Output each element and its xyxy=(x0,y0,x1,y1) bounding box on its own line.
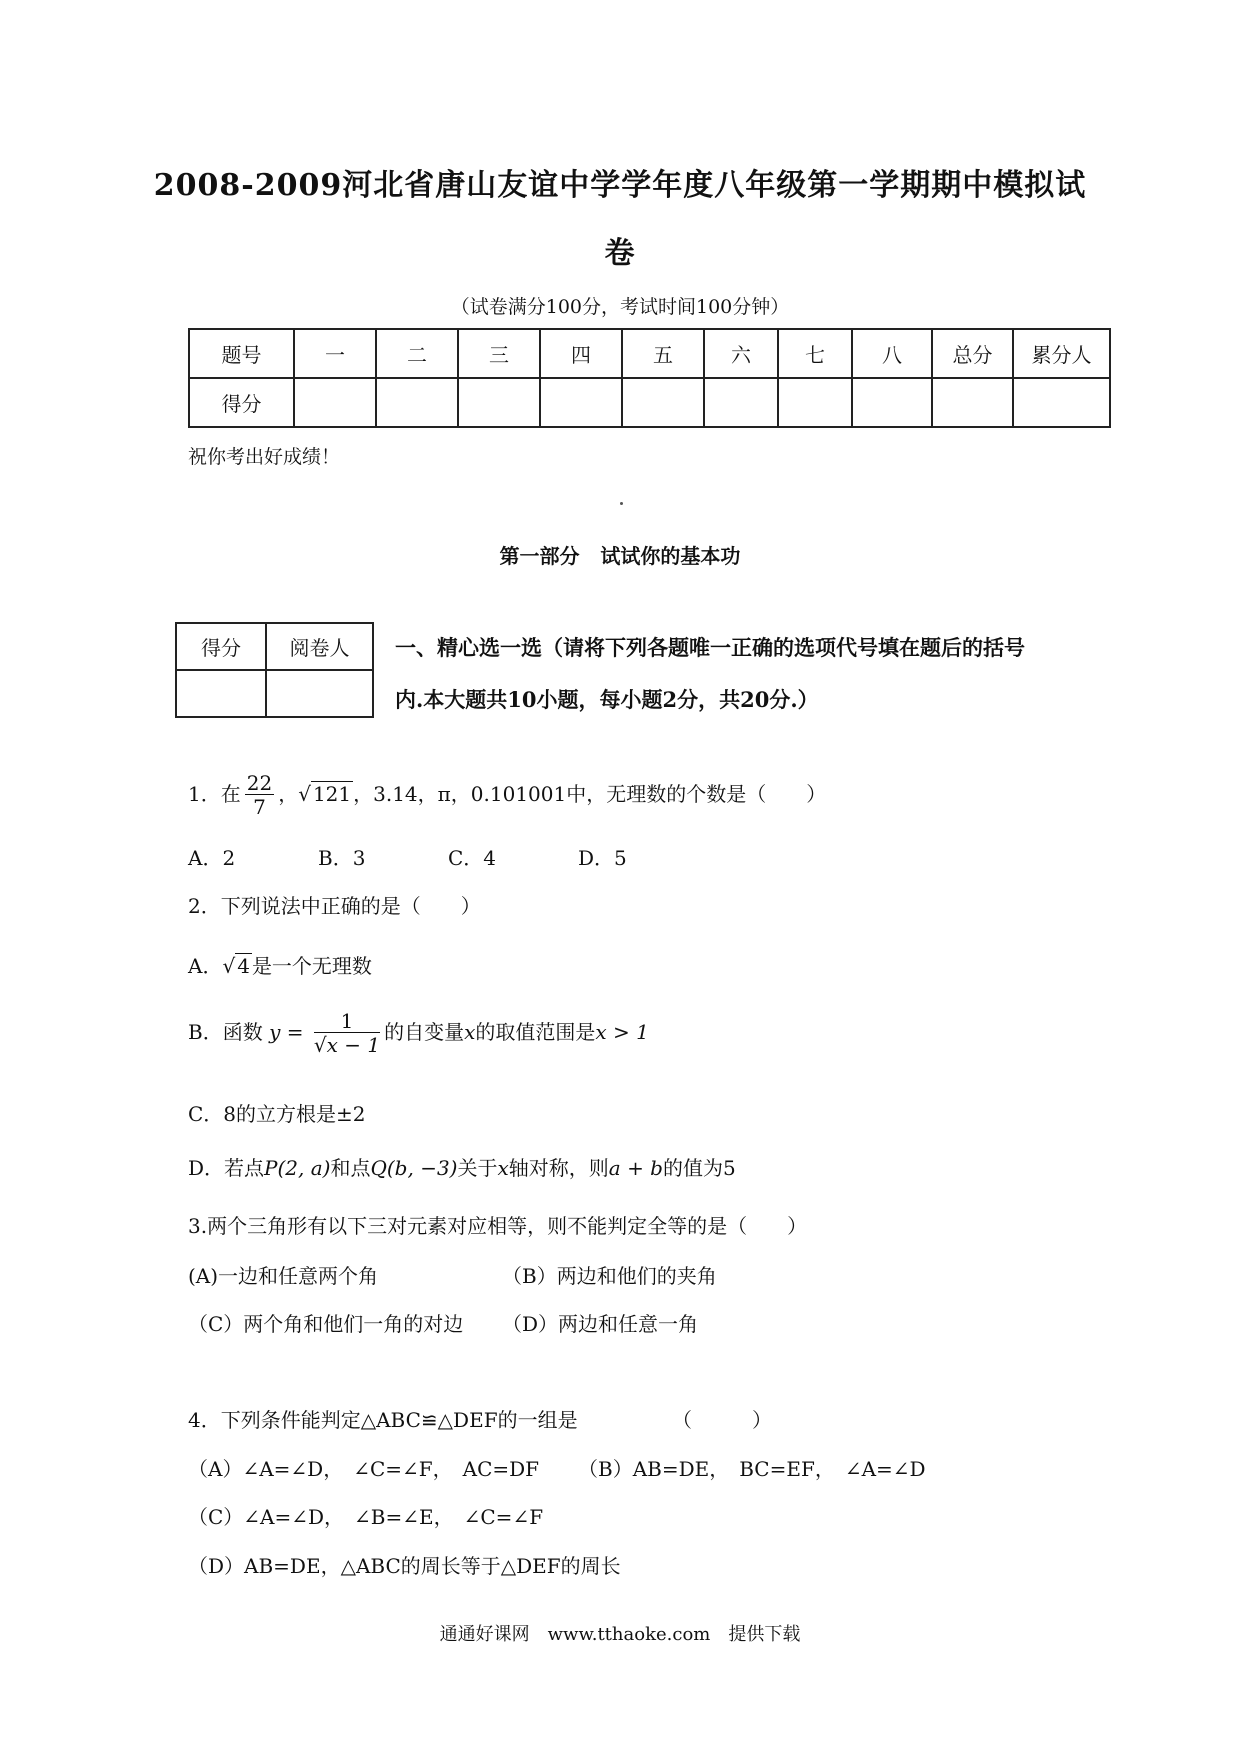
q4-answer-bracket: （ ） xyxy=(672,1408,772,1432)
q1-option-c: C．4 xyxy=(448,846,497,870)
score-cell xyxy=(1013,378,1110,427)
q2-d-x: x xyxy=(497,1156,509,1180)
q2-b-fraction-num: 1 xyxy=(314,1010,380,1033)
grader-reviewer-label: 阅卷人 xyxy=(266,623,373,670)
score-row-label: 得分 xyxy=(189,378,294,427)
q1-fraction xyxy=(245,772,274,819)
score-header-cell: 题号 xyxy=(189,329,294,378)
score-header-cell: 三 xyxy=(458,329,540,378)
exam-subtitle: （试卷满分100分，考试时间100分钟） xyxy=(450,296,790,318)
score-header-cell: 八 xyxy=(852,329,932,378)
q2-option-b xyxy=(188,1010,649,1057)
q2-option-d xyxy=(188,1152,736,1181)
q3-option-d: （D）两边和任意一角 xyxy=(502,1312,699,1336)
score-table-header-row xyxy=(189,329,1110,378)
question-3-stem: 3.两个三角形有以下三对元素对应相等，则不能判定全等的是（ ） xyxy=(188,1214,808,1238)
q1-sqrt: √ 121 xyxy=(298,782,352,806)
q2-b-cond: x > 1 xyxy=(595,1020,649,1044)
score-header-cell: 七 xyxy=(778,329,852,378)
q2-b-prefix: B．函数 xyxy=(188,1020,263,1044)
score-table xyxy=(188,328,1111,428)
q1-prefix: 1．在 xyxy=(188,782,241,806)
exam-title-line1: 2008-2009河北省唐山友谊中学学年度八年级第一学期期中模拟试 xyxy=(153,168,1087,203)
q1-option-b: B．3 xyxy=(318,846,366,870)
score-header-cell: 四 xyxy=(540,329,622,378)
stray-dot xyxy=(620,502,623,505)
q3-option-a: (A)一边和任意两个角 xyxy=(188,1264,379,1288)
exam-title-line2: 卷 xyxy=(604,236,636,271)
q1-fraction-den: 7 xyxy=(253,795,266,819)
q2-b-mid: 的自变量 xyxy=(384,1020,465,1044)
q2-d-q: Q(b, −3) xyxy=(370,1156,458,1180)
score-cell xyxy=(622,378,704,427)
q4-option-a: （A）∠A=∠D， ∠C=∠F， AC=DF xyxy=(188,1457,540,1481)
score-header-cell: 累分人 xyxy=(1013,329,1110,378)
q1-rest: ，3.14，π，0.101001中，无理数的个数是（ ） xyxy=(353,782,827,806)
q2-d-p: P(2, a) xyxy=(264,1156,331,1180)
q2-b-sqrt-radicand: x − 1 xyxy=(326,1033,381,1057)
q2-d-rest: 的值为5 xyxy=(662,1156,736,1180)
q2-d-mid3: 轴对称，则 xyxy=(508,1156,609,1180)
q2-d-sum: a + b xyxy=(608,1156,663,1180)
q2-d-mid2: 关于 xyxy=(457,1156,498,1180)
q1-sep: ， xyxy=(278,782,299,806)
score-table-score-row xyxy=(189,378,1110,427)
q2-b-fraction-den: √x − 1 xyxy=(313,1033,381,1057)
section-heading-line2: 内.本大题共10小题，每小题2分，共20分.） xyxy=(395,687,819,712)
q1-option-d: D．5 xyxy=(578,846,627,870)
score-cell xyxy=(458,378,540,427)
question-4-stem: 4．下列条件能判定△ABC≌△DEF的一组是 xyxy=(188,1408,578,1432)
footer-source: 通通好课网 www.tthaoke.com 提供下载 xyxy=(439,1624,801,1645)
q3-option-c: （C）两个角和他们一角的对边 xyxy=(188,1312,464,1336)
good-luck-text: 祝你考出好成绩！ xyxy=(188,446,341,468)
score-header-cell: 二 xyxy=(376,329,458,378)
grader-table xyxy=(175,622,374,718)
q1-fraction-num: 22 xyxy=(246,771,273,795)
section-heading-line1: 一、精心选一选（请将下列各题唯一正确的选项代号填在题后的括号 xyxy=(395,635,1025,660)
q2-b-y: y = xyxy=(269,1020,304,1044)
score-cell xyxy=(778,378,852,427)
q4-option-c: （C）∠A=∠D， ∠B=∠E， ∠C=∠F xyxy=(188,1505,544,1529)
score-cell xyxy=(704,378,778,427)
question-2-stem: 2．下列说法中正确的是（ ） xyxy=(188,894,481,918)
score-cell xyxy=(376,378,458,427)
q2-a-rest: 是一个无理数 xyxy=(251,954,372,978)
grader-score-label: 得分 xyxy=(176,623,266,670)
q2-b-mid2: 的取值范围是 xyxy=(475,1020,596,1044)
part-title: 第一部分 试试你的基本功 xyxy=(499,544,741,568)
q4-option-d: （D）AB=DE，△ABC的周长等于△DEF的周长 xyxy=(188,1554,621,1578)
q4-option-b: （B）AB=DE， BC=EF， ∠A=∠D xyxy=(578,1457,926,1481)
q2-d-mid: 和点 xyxy=(330,1156,371,1180)
score-header-cell: 总分 xyxy=(932,329,1013,378)
question-1-stem xyxy=(188,772,826,819)
q3-option-b: （B）两边和他们的夹角 xyxy=(502,1264,717,1288)
q2-option-c: C．8的立方根是±2 xyxy=(188,1102,366,1126)
q1-option-a: A．2 xyxy=(188,846,236,870)
q2-a-prefix: A． xyxy=(188,954,223,978)
score-header-cell: 一 xyxy=(294,329,376,378)
q2-b-fraction xyxy=(314,1010,380,1057)
score-cell xyxy=(294,378,376,427)
score-header-cell: 六 xyxy=(704,329,778,378)
q2-d-prefix: D．若点 xyxy=(188,1156,265,1180)
q2-a-sqrt-radicand: 4 xyxy=(237,954,250,978)
score-cell xyxy=(540,378,622,427)
q2-option-a xyxy=(188,950,372,979)
q2-a-sqrt: √ 4 xyxy=(222,954,250,978)
grader-score-cell xyxy=(176,670,266,717)
score-cell xyxy=(852,378,932,427)
score-header-cell: 五 xyxy=(622,329,704,378)
score-cell xyxy=(932,378,1013,427)
grader-reviewer-cell xyxy=(266,670,373,717)
q1-sqrt-radicand: 121 xyxy=(312,782,352,806)
q2-b-x: x xyxy=(464,1020,476,1044)
